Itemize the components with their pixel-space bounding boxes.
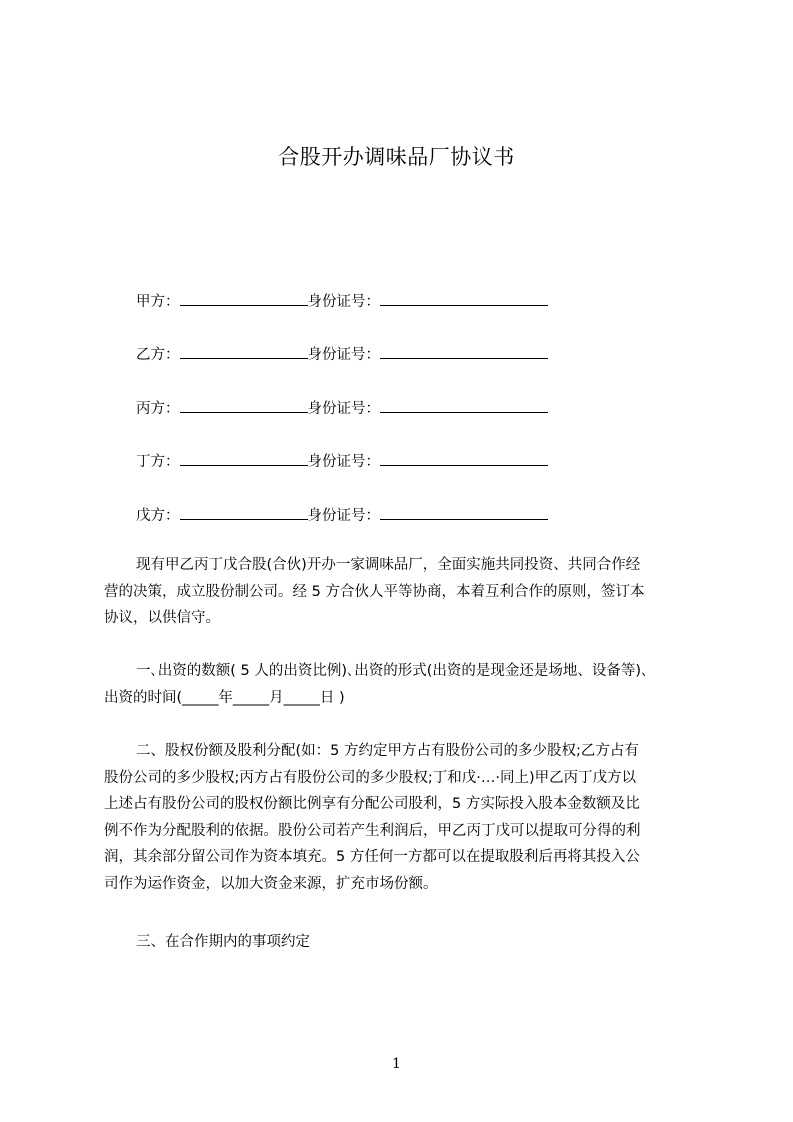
paragraph-line: 上述占有股份公司的股权份额比例享有分配公司股利，5 方实际投入股本金数额及比 <box>104 796 640 812</box>
id-blank <box>380 504 548 520</box>
name-blank <box>180 397 308 413</box>
section-3-paragraph <box>104 929 724 956</box>
id-blank <box>380 450 548 466</box>
paragraph-line: 例不作为分配股利的依据。股份公司若产生利润后，甲乙丙丁戊可以提取可分得的利 <box>104 822 641 839</box>
document-title: 合股开办调味品厂协议书 <box>278 145 515 169</box>
party-line-yi <box>136 343 548 366</box>
name-blank <box>180 504 308 520</box>
party-label: 丁方： <box>136 454 180 470</box>
paragraph-line: 司作为运作资金，以加大资金来源，扩充市场份额。 <box>104 875 438 892</box>
paragraph-line: 现有甲乙丙丁戊合股(合伙)开办一家调味品厂，全面实施共同投资、共同合作经 <box>136 557 641 573</box>
paragraph-line: 二、股权份额及股利分配(如：5 方约定甲方占有股份公司的多少股权;乙方占有 <box>136 743 639 759</box>
intro-paragraph <box>104 552 724 632</box>
id-label: 身份证号： <box>307 508 380 524</box>
name-blank <box>180 343 308 359</box>
paragraph-line: 润，其余部分留公司作为资本填充。5 方任何一方都可以在提取股利后再将其投入公 <box>104 849 640 865</box>
party-line-jia <box>136 290 548 313</box>
page-number: 1 <box>392 1056 401 1072</box>
section-1-paragraph <box>104 658 724 711</box>
paragraph-line: 协议，以供信守。 <box>104 610 220 626</box>
section-2-paragraph <box>104 738 724 897</box>
paragraph-line: 营的决策，成立股份制公司。经 5 方合伙人平等协商，本着互利合作的原则，签订本 <box>104 583 645 600</box>
name-blank <box>180 290 308 306</box>
party-line-bing <box>136 397 548 420</box>
id-label: 身份证号： <box>307 294 380 310</box>
id-blank <box>380 397 548 413</box>
paragraph-line: 股份公司的多少股权;丙方占有股份公司的多少股权;丁和戊·…·同上)甲乙丙丁戊方以 <box>104 769 637 786</box>
section-heading: 三、在合作期内的事项约定 <box>136 934 310 950</box>
id-label: 身份证号： <box>307 454 380 470</box>
id-blank <box>380 343 548 359</box>
party-label: 戊方： <box>136 508 180 524</box>
paragraph-line: 出资的时间(_____年_____月_____日 ) <box>104 689 345 706</box>
party-line-wu <box>136 504 548 527</box>
party-label: 丙方： <box>136 401 180 417</box>
id-blank <box>380 290 548 306</box>
party-label: 甲方： <box>136 294 180 310</box>
paragraph-line: 一､出资的数额( 5 人的出资比例)､出资的形式(出资的是现金还是场地、设备等)､ <box>136 663 649 679</box>
name-blank <box>180 450 308 466</box>
id-label: 身份证号： <box>307 401 380 417</box>
id-label: 身份证号： <box>307 347 380 363</box>
party-line-ding <box>136 450 548 473</box>
party-label: 乙方： <box>136 347 180 363</box>
